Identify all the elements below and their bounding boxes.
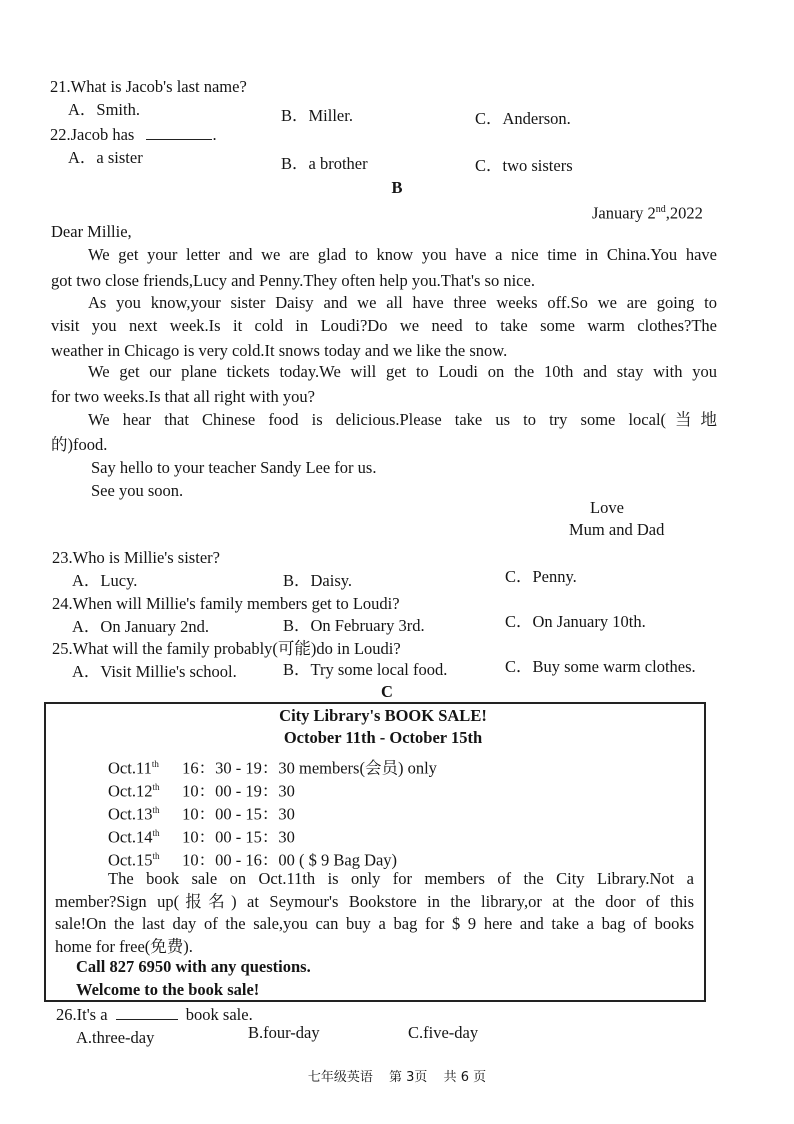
- part-c-heading: C: [381, 682, 393, 701]
- book-sale-body-line3: sale!On the last day of the sale,you can buy a bag for $ 9 here and take a bag of books: [55, 914, 694, 933]
- book-sale-welcome: Welcome to the book sale!: [76, 980, 260, 999]
- q26-question-post: book sale.: [185, 1005, 253, 1024]
- letter-p5: Say hello to your teacher Sandy Lee for us.: [91, 458, 377, 477]
- letter-p4-line2: 的)food.: [51, 435, 108, 454]
- q22-question: [50, 125, 217, 145]
- q23-option-b: B．Daisy.: [283, 571, 353, 590]
- schedule-time: 10：00 - 19：30: [182, 781, 295, 801]
- book-sale-body-line1: The book sale on Oct.11th is only for members of the City Library.Not a: [108, 869, 694, 888]
- schedule-row: [108, 754, 437, 779]
- schedule-row: [108, 823, 295, 848]
- footer-page: 第 3页: [389, 1070, 428, 1085]
- schedule-time: 10：00 - 15：30: [182, 827, 295, 847]
- q24-option-a: A．On January 2nd.: [72, 617, 210, 636]
- letter-date-sup: nd: [655, 204, 666, 215]
- letter-p2-line3: weather in Chicago is very cold.It snows today and we like the snow.: [51, 341, 508, 360]
- letter-p3-line1: We get our plane tickets today.We will get to Loudi on the 10th and stay with you: [88, 362, 717, 381]
- part-b-heading: B: [391, 178, 403, 197]
- schedule-day: Oct.13: [108, 804, 153, 824]
- q22-option-b: B．a brother: [281, 154, 368, 173]
- schedule-day-suffix: th: [152, 851, 160, 861]
- q21-option-c: C．Anderson.: [475, 109, 571, 128]
- q25-option-b: B．Try some local food.: [283, 660, 448, 679]
- q26-option-a: A.three-day: [76, 1028, 155, 1047]
- schedule-row: [108, 800, 295, 825]
- letter-date-main: January 2: [592, 203, 656, 223]
- q24-question: 24.When will Millie's family members get to Loudi?: [52, 594, 400, 613]
- letter-signature: Mum and Dad: [569, 520, 665, 539]
- letter-p1-line1: We get your letter and we are glad to know you have a nice time in China.You have: [88, 245, 717, 264]
- schedule-day-suffix: th: [152, 782, 160, 792]
- book-sale-call: Call 827 6950 with any questions.: [76, 957, 311, 976]
- book-sale-body-line4: home for free(免费).: [55, 937, 193, 956]
- schedule-day-suffix: th: [152, 828, 160, 838]
- letter-p2-line1: As you know,your sister Daisy and we all have three weeks off.So we are going to: [88, 293, 717, 312]
- q23-option-a: A．Lucy.: [72, 571, 138, 590]
- book-sale-body-line2: member?Sign up(报名) at Seymour's Bookstore in the library,or at the door of this: [55, 892, 694, 911]
- book-sale-title: City Library's BOOK SALE!: [279, 706, 487, 725]
- schedule-time: 16：30 - 19：30 members(会员) only: [182, 758, 437, 778]
- letter-p6: See you soon.: [91, 481, 184, 500]
- book-sale-dates: October 11th - October 15th: [283, 728, 483, 747]
- q26-question-pre: 26.It's a: [56, 1005, 108, 1024]
- q21-option-b: B．Miller.: [281, 106, 353, 125]
- schedule-day-suffix: th: [152, 805, 160, 815]
- letter-p2-line2: visit you next week.Is it cold in Loudi?Do we need to take some warm clothes?The: [51, 316, 717, 335]
- letter-salutation: Dear Millie,: [51, 222, 132, 241]
- q22-answer-blank: [146, 125, 212, 140]
- footer-total: 共 6 页: [443, 1070, 487, 1085]
- letter-date-year: ,2022: [665, 203, 703, 223]
- schedule-row: [108, 846, 397, 871]
- schedule-day: Oct.11: [108, 758, 152, 778]
- schedule-day: Oct.15: [108, 850, 153, 870]
- q21-option-a: A．Smith.: [68, 100, 140, 119]
- letter-p1-line2: got two close friends,Lucy and Penny.They often help you.That's so nice.: [51, 271, 535, 290]
- q22-option-a: A．a sister: [68, 148, 143, 167]
- q25-question: 25.What will the family probably(可能)do in Loudi?: [52, 639, 401, 658]
- q26-option-b: B.four-day: [248, 1023, 320, 1042]
- letter-p4-line1: We hear that Chinese food is delicious.Please take us to try some local(当地: [88, 410, 717, 429]
- q26-question: [56, 1005, 253, 1025]
- q23-question: 23.Who is Millie's sister?: [52, 548, 220, 567]
- schedule-time: 10：00 - 16：00 ( $ 9 Bag Day): [182, 850, 398, 870]
- q22-question-pre: 22.Jacob has: [50, 125, 135, 144]
- schedule-row: [108, 777, 295, 802]
- q22-option-c: C．two sisters: [475, 156, 573, 175]
- q23-option-c: C．Penny.: [505, 567, 577, 586]
- letter-date: [592, 200, 703, 224]
- q24-option-c: C．On January 10th.: [505, 612, 646, 631]
- schedule-time: 10：00 - 15：30: [182, 804, 295, 824]
- q26-answer-blank: [116, 1005, 178, 1020]
- q26-option-c: C.five-day: [408, 1023, 479, 1042]
- footer-subject: 七年级英语: [307, 1070, 373, 1085]
- q25-option-c: C．Buy some warm clothes.: [505, 657, 696, 676]
- q21-question: 21.What is Jacob's last name?: [50, 77, 247, 96]
- q25-option-a: A．Visit Millie's school.: [72, 662, 237, 681]
- schedule-day: Oct.14: [108, 827, 153, 847]
- letter-p3-line2: for two weeks.Is that all right with you?: [51, 387, 315, 406]
- q22-question-post: .: [212, 125, 217, 144]
- q24-option-b: B．On February 3rd.: [283, 616, 425, 635]
- schedule-day-suffix: th: [151, 759, 159, 769]
- schedule-day: Oct.12: [108, 781, 153, 801]
- letter-closing: Love: [590, 498, 624, 517]
- page-footer: [0, 1066, 794, 1085]
